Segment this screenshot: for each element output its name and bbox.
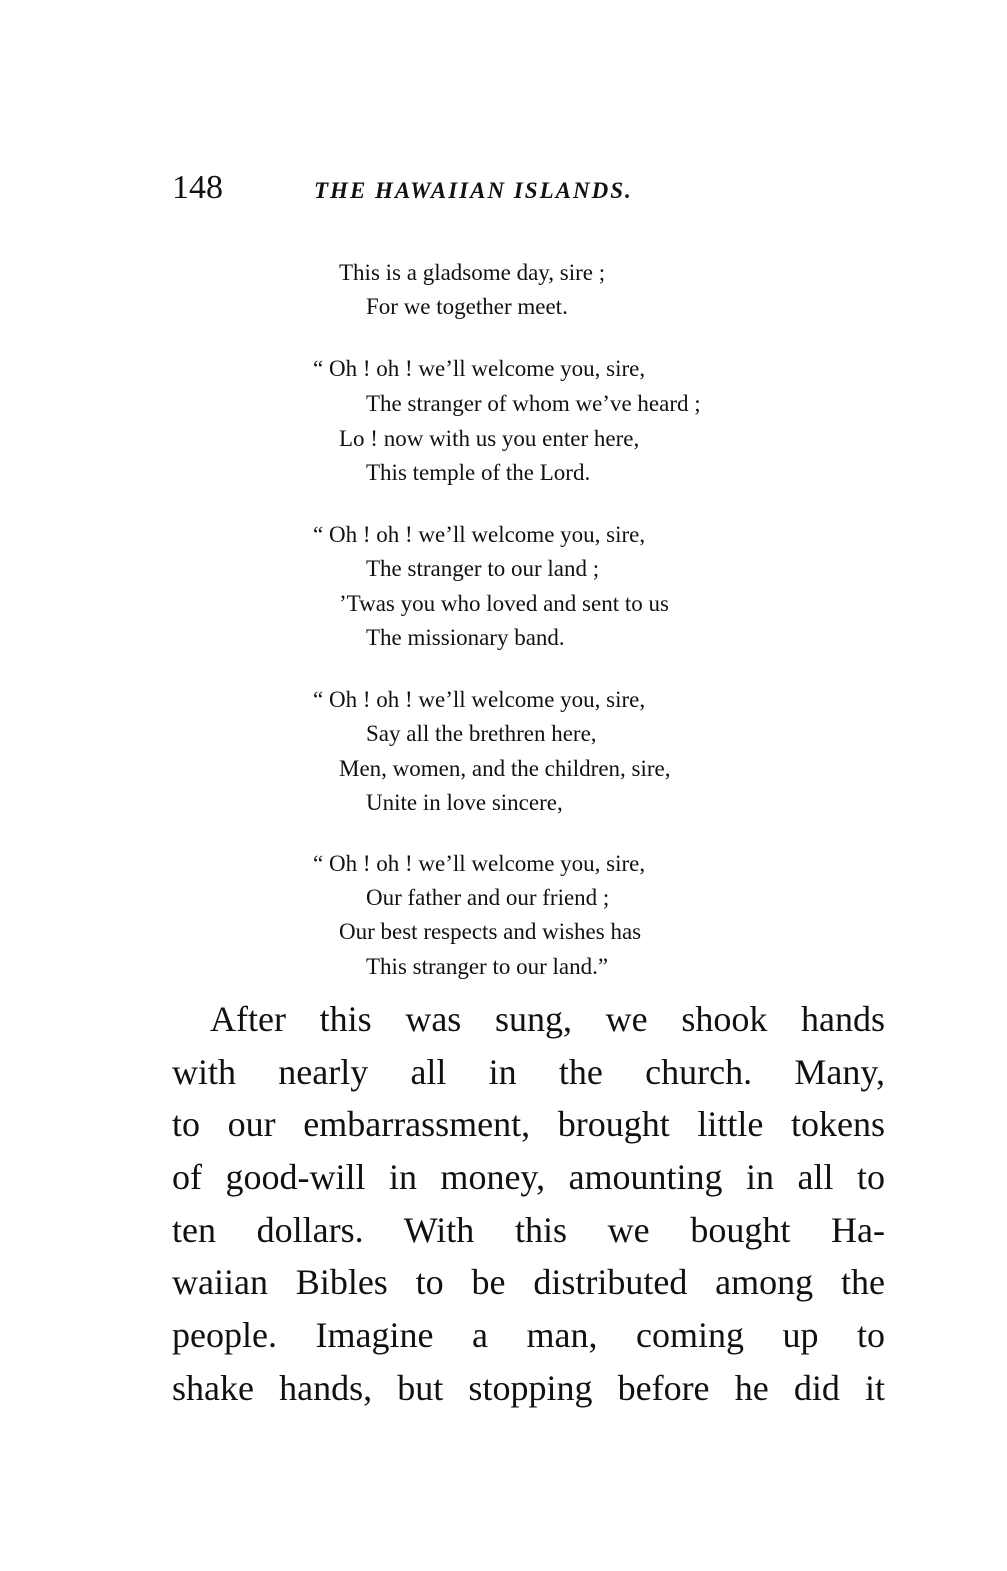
paragraph-line: people. Imagine a man, coming up to bbox=[172, 1315, 885, 1355]
verse-line: “ Oh ! oh ! we’ll welcome you, sire, bbox=[313, 687, 646, 712]
verse-line: “ Oh ! oh ! we’ll welcome you, sire, bbox=[313, 522, 646, 547]
verse-line: Men, women, and the children, sire, bbox=[339, 756, 671, 781]
running-title: THE HAWAIIAN ISLANDS. bbox=[314, 178, 633, 203]
verse-line: Unite in love sincere, bbox=[366, 790, 563, 815]
verse-line: Lo ! now with us you enter here, bbox=[339, 426, 640, 451]
verse-line: Our best respects and wishes has bbox=[339, 919, 642, 944]
verse-line: The stranger to our land ; bbox=[366, 556, 600, 581]
verse-line: For we together meet. bbox=[366, 294, 568, 319]
paragraph-line: After this was sung, we shook hands bbox=[210, 999, 885, 1039]
page-number: 148 bbox=[172, 169, 223, 206]
verse-line: The stranger of whom we’ve heard ; bbox=[366, 391, 701, 416]
verse-line: Say all the brethren here, bbox=[366, 721, 597, 746]
verse-line: Our father and our friend ; bbox=[366, 885, 610, 910]
verse-line: The missionary band. bbox=[366, 625, 565, 650]
verse-line: This is a gladsome day, sire ; bbox=[339, 260, 606, 285]
paragraph-line: shake hands, but stopping before he did it bbox=[172, 1368, 885, 1408]
paragraph-line: ten dollars. With this we bought Ha- bbox=[172, 1210, 885, 1250]
verse-line: This temple of the Lord. bbox=[366, 460, 591, 485]
paragraph-line: with nearly all in the church. Many, bbox=[172, 1052, 885, 1092]
verse-line: “ Oh ! oh ! we’ll welcome you, sire, bbox=[313, 356, 646, 381]
verse-line: This stranger to our land.” bbox=[366, 954, 609, 979]
paragraph-line: to our embarrassment, brought little tokens bbox=[172, 1104, 885, 1144]
paragraph-line: of good-will in money, amounting in all to bbox=[172, 1157, 885, 1197]
verse-line: ’Twas you who loved and sent to us bbox=[339, 591, 669, 616]
verse-line: “ Oh ! oh ! we’ll welcome you, sire, bbox=[313, 851, 646, 876]
paragraph-line: waiian Bibles to be distributed among the bbox=[172, 1262, 885, 1302]
